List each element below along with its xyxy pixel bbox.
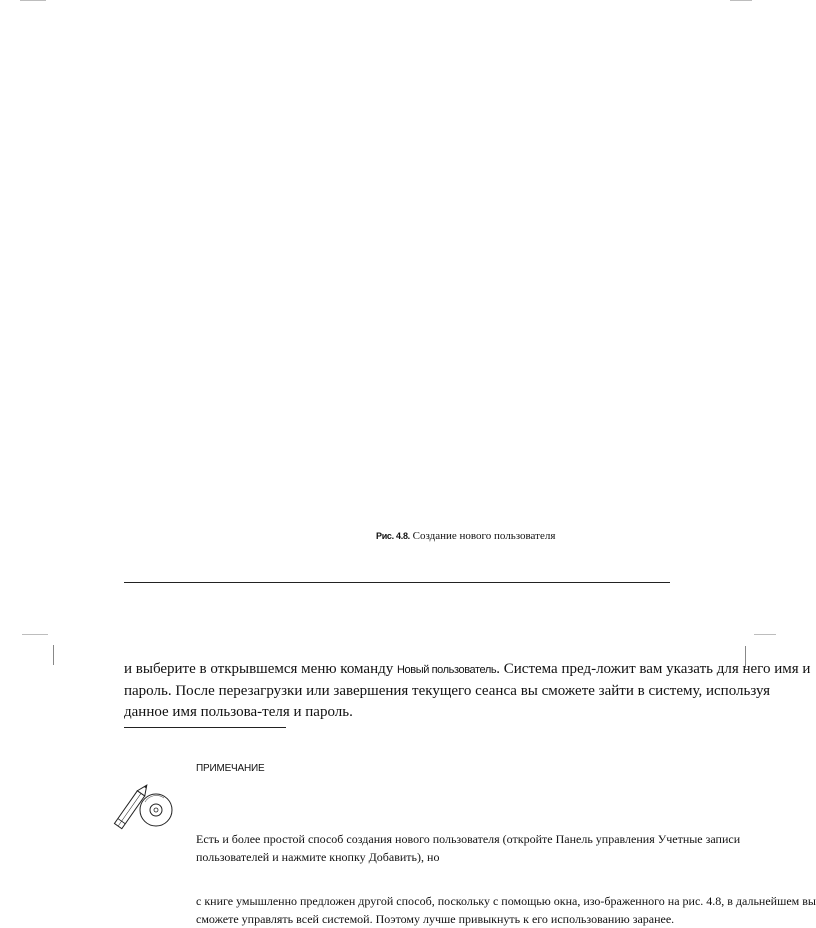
crop-mark-vertical-left [53, 645, 54, 665]
crop-mark-top-left [20, 0, 46, 1]
paragraph-before: и выберите в открывшемся меню команду [124, 661, 397, 677]
note-text: Есть и более простой способ создания нового пользователя (откройте Панель управления Учетные записи пользователей и нажмите кнопку Добавить), но [196, 832, 741, 864]
figure-caption [376, 530, 555, 542]
paragraph-after: . Система пред-ложит вам указать для него имя и пароль. После перезагрузки или завершения текущего сеанса вы сможете зайти в систему, используя данное имя пользова-теля и пароль. [124, 661, 811, 720]
crop-mark-mid-right [754, 634, 776, 635]
figure-title: Создание нового пользователя [412, 530, 556, 542]
pencil-disc-icon [112, 780, 192, 836]
crop-mark-top-right [730, 0, 752, 1]
separator-rule [124, 582, 670, 583]
note-heading: ПРИМЕЧАНИЕ [196, 763, 265, 774]
short-rule [124, 727, 286, 728]
menu-command: Новый пользователь [397, 664, 497, 676]
crop-mark-mid-left [22, 634, 48, 635]
body-paragraph [124, 659, 816, 723]
note-text-continued: с книге умышленно предложен другой способ, поскольку с помощью окна, изо-браженного на рис. 4.8, в дальнейшем вы сможете управлять всей системой. Поэтому лучше привыкнуть к его использованию заранее. [196, 894, 816, 926]
figure-number: Рис. 4.8. [376, 531, 410, 541]
